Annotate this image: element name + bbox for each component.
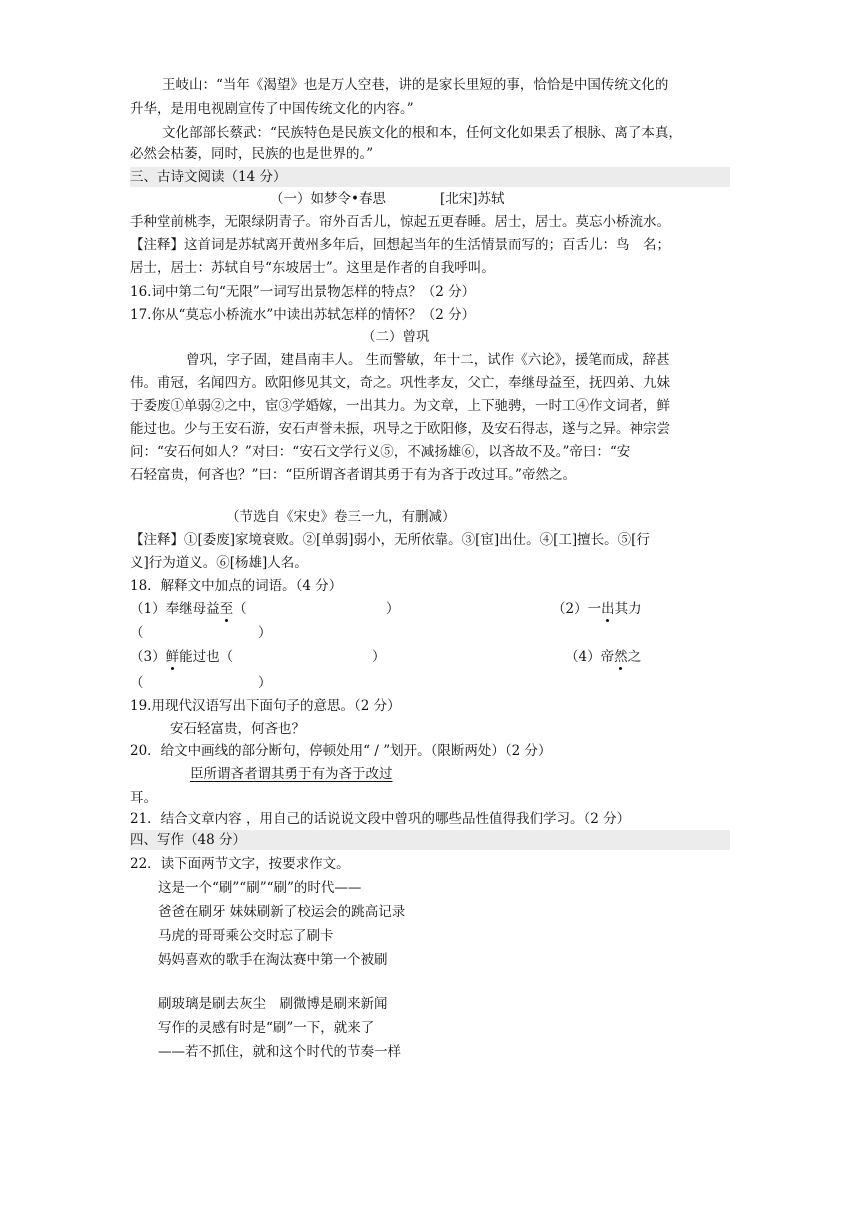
item2-close: ） <box>258 625 272 641</box>
item1-open: （ <box>233 601 247 617</box>
item1-close: ） <box>386 601 400 617</box>
quote-wang-line2: 升华，是用电视剧宣传了中国传统文化的内容。” <box>130 101 414 117</box>
question-21: 21．结合文章内容 ，用自己的话说说文段中曾巩的哪些品性值得我们学习。（2 分） <box>130 811 631 827</box>
poem-note-line1: 【注释】这首词是苏轼离开黄州多年后，回想起当年的生活情景而写的；百舌儿：鸟 名； <box>130 237 670 253</box>
dotted-word: 出 <box>601 601 615 617</box>
item2-prefix: （2）一 <box>552 601 602 617</box>
poem-note-line2: 居士，居士：苏轼自号“东坡居士”。这里是作者的自我呼叫。 <box>130 260 495 276</box>
item3-close: ） <box>372 649 386 665</box>
prose-line4: 能过也。少与王安石游，安石声誉未振，巩导之于欧阳修，及安石得志，遂与之异。神宗尝 <box>130 421 670 437</box>
question-18-item1 <box>130 600 247 618</box>
section-heading-3: 三、古诗文阅读（14 分） <box>130 167 730 187</box>
item4-prefix: （4）帝 <box>565 649 615 665</box>
prose-line2: 伟。甫冠，名闻四方。欧阳修见其文，奇之。巩性孝友，父亡，奉继母益至，抚四弟、九妹 <box>130 375 670 391</box>
item4-suffix: 之 <box>627 649 642 665</box>
prose-note-line2: 义]行为道义。⑥[杨雄]人名。 <box>130 555 308 571</box>
item2-suffix: 其力 <box>614 601 642 617</box>
prompt-line1: 这是一个“刷”“刷”“刷”的时代—— <box>158 880 362 896</box>
item3-suffix: 能过也（ <box>179 649 234 665</box>
quote-cai-line2: 必然会枯萎，同时，民族的也是世界的。” <box>130 146 374 162</box>
section-heading-4: 四、写作（48 分） <box>130 830 730 850</box>
prose-line5: 问：“安石何如人？”对曰：“安石文学行义⑤，不减扬雄⑥，以吝故不及。”帝曰：“安 <box>130 444 631 460</box>
item4-close: ） <box>258 675 272 691</box>
question-18-item4 <box>565 648 641 666</box>
prose-note-line1: 【注释】①[委废]家境衰败。②[单弱]弱小，无所依靠。③[宦]出仕。④[工]擅长。⑤[行 <box>130 532 650 548</box>
question-19-sentence: 安石轻富贵，何吝也？ <box>170 721 305 737</box>
underlined-passage: 臣所谓吝者谓其勇于有为吝于改过 <box>190 766 393 782</box>
item1-prefix: （1）奉继母益 <box>130 601 220 617</box>
prompt-line6: 写作的灵感有时是“刷”一下，就来了 <box>158 1020 375 1036</box>
poem-text: 手种堂前桃李，无限绿阴青子。帘外百舌儿，惊起五更春睡。居士，居士。莫忘小桥流水。 <box>130 214 670 230</box>
question-17: 17.你从“莫忘小桥流水”中读出苏轼怎样的情怀？（2 分） <box>130 307 476 323</box>
prompt-line2: 爸爸在刷牙 妹妹刷新了校运会的跳高记录 <box>158 904 406 920</box>
prompt-line4: 妈妈喜欢的歌手在淘汰赛中第一个被刷 <box>158 952 388 968</box>
prompt-line7: ——若不抓住，就和这个时代的节奏一样 <box>158 1044 401 1060</box>
question-18-item3 <box>130 648 233 666</box>
question-20-sentence <box>190 765 393 783</box>
quote-wang-line1: 王岐山：“当年《渴望》也是万人空巷，讲的是家长里短的事，恰恰是中国传统文化的 <box>162 77 669 93</box>
item2-open: （ <box>130 625 144 641</box>
item3-prefix: （3） <box>130 649 166 665</box>
question-22-stem: 22．读下面两节文字，按要求作文。 <box>130 856 350 872</box>
question-19-stem: 19.用现代汉语写出下面句子的意思。（2 分） <box>130 698 401 714</box>
question-16: 16.词中第二句“无限”一词写出景物怎样的特点？（2 分） <box>130 284 476 300</box>
poem-title: （一）如梦令•春思 <box>270 191 386 207</box>
poem-author: [北宋]苏轼 <box>440 191 505 207</box>
dotted-word: 至 <box>219 601 234 617</box>
dotted-word: 鲜 <box>165 649 180 665</box>
prompt-line3: 马虎的哥哥乘公交时忘了刷卡 <box>158 928 334 944</box>
prose-line3: 于委废①单弱②之中，宦③学婚嫁，一出其力。为文章，上下驰骋，一时工④作文词者，鲜 <box>130 398 670 414</box>
prose-source: （节选自《宋史》卷三一九，有删减） <box>226 509 456 525</box>
prompt-line5: 刷玻璃是刷去灰尘 刷微博是刷来新闻 <box>158 996 388 1012</box>
prose-line6: 石轻富贵，何吝也？”曰：“臣所谓吝者谓其勇于有为吝于改过耳。”帝然之。 <box>130 467 576 483</box>
item4-open: （ <box>130 675 144 691</box>
question-18-item2 <box>552 600 642 618</box>
prose-line1: 曾巩，字子固，建昌南丰人。 生而警敏，年十二，试作《六论》，援笔而成，辞甚 <box>186 352 670 368</box>
prose-title: （二）曾巩 <box>362 329 430 345</box>
dotted-word: 然 <box>614 649 628 665</box>
question-20-tail: 耳。 <box>130 790 157 806</box>
quote-cai-line1: 文化部部长蔡武：“民族特色是民族文化的根和本，任何文化如果丢了根脉、离了本真， <box>162 125 682 141</box>
question-18-stem: 18．解释文中加点的词语。（4 分） <box>130 578 343 594</box>
question-20-stem: 20．给文中画线的部分断句，停顿处用“ / ”划开。（限断两处）（2 分） <box>130 743 552 759</box>
